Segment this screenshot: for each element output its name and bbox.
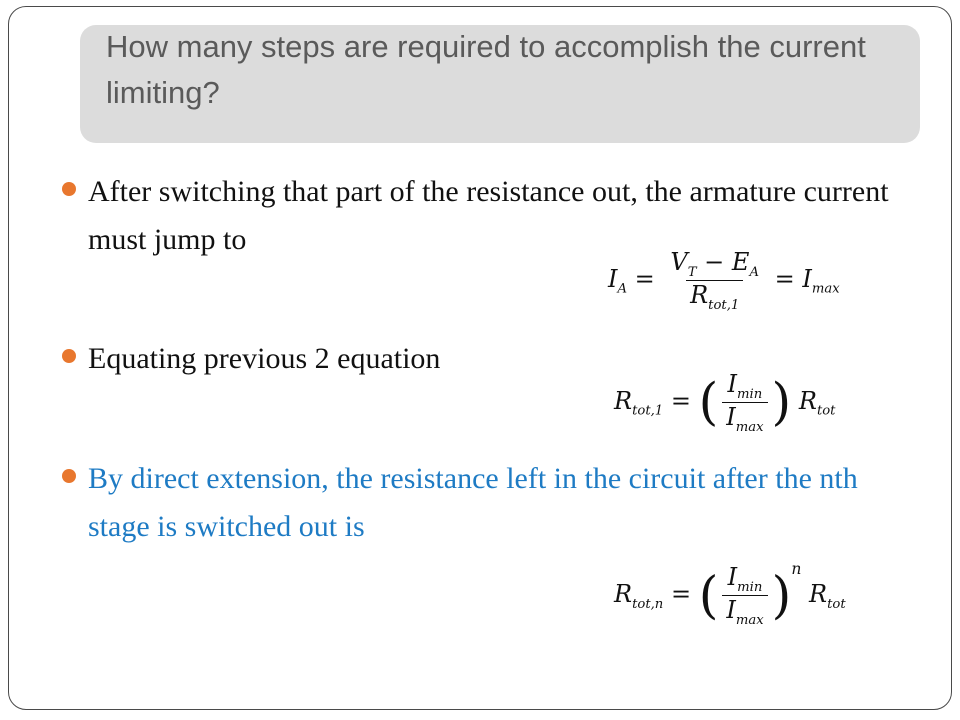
equation-rtot-1: $R_{tot,1}$ = ( $\frac{I_{min}}{I_{max}}$ ) $R_{tot}$ <box>614 370 836 435</box>
bullet-text-3: By direct extension, the resistance left in the circuit after the nth stage is switched out is <box>88 462 858 543</box>
bullet-text-2: Equating previous 2 equation <box>88 342 441 375</box>
bullet-dot-1 <box>62 182 76 196</box>
bullet-text-1: After switching that part of the resistance out, the armature current must jump to <box>88 175 889 256</box>
bullet-dot-3 <box>62 469 76 483</box>
bullet-dot-2 <box>62 349 76 363</box>
equation-rtot-n: $R_{tot,n}$ = ( $\frac{I_{min}}{I_{max}}$ )$^n$ $R_{tot}$ <box>614 560 846 628</box>
equation-armature-current: $I_A$ = $\frac{V_T - E_A}{R_{tot,1}}$ = $I_{max}$ <box>608 248 840 313</box>
slide-title: How many steps are required to accomplish the current limiting? <box>106 29 866 110</box>
